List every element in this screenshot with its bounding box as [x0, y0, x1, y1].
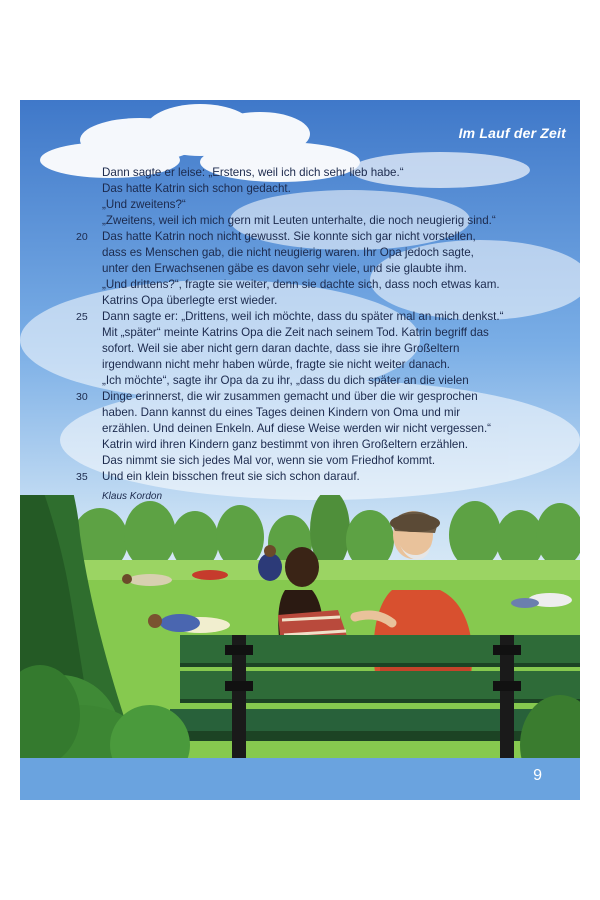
text-line — [102, 245, 572, 261]
text-line — [102, 165, 572, 181]
line-number: 35 — [76, 471, 88, 483]
text-line — [102, 277, 572, 293]
line-text: sofort. Weil sie aber nicht gern daran dachte, dass sie ihre Großeltern — [102, 342, 460, 355]
bottom-band — [20, 758, 580, 800]
line-text: unter den Erwachsenen gäbe es davon sehr viele, und sie glaubte ihm. — [102, 262, 467, 275]
book-page — [20, 100, 580, 800]
line-text: Das nimmt sie sich jedes Mal vor, wenn sie vom Friedhof kommt. — [102, 454, 436, 467]
line-text: „Und drittens?“, fragte sie weiter, denn sie dachte sich, dass noch etwas kam. — [102, 278, 500, 291]
text-line — [102, 213, 572, 229]
park-illustration — [20, 495, 580, 800]
line-number: 30 — [76, 391, 88, 403]
text-line — [102, 437, 572, 453]
text-line — [76, 389, 572, 405]
line-text: Dann sagte er leise: „Erstens, weil ich dich sehr lieb habe.“ — [102, 166, 404, 179]
line-text: „Und zweitens?“ — [102, 198, 186, 211]
line-text: irgendwann nicht mehr haben würde, fragte sie nicht weiter danach. — [102, 358, 451, 371]
text-line — [102, 341, 572, 357]
line-text: Mit „später“ meinte Katrins Opa die Zeit nach seinem Tod. Katrin begriff das — [102, 326, 489, 339]
page-number: 9 — [533, 767, 542, 784]
text-line — [76, 309, 572, 325]
text-line — [102, 325, 572, 341]
text-line — [102, 181, 572, 197]
line-text: „Ich möchte“, sagte ihr Opa da zu ihr, „dass du dich später an die vielen — [102, 374, 469, 387]
text-line — [102, 261, 572, 277]
text-line — [102, 405, 572, 421]
line-text: Katrin wird ihren Kindern ganz bestimmt von ihren Großeltern erzählen. — [102, 438, 469, 451]
text-line — [102, 293, 572, 309]
line-number: 25 — [76, 311, 88, 323]
text-line — [102, 373, 572, 389]
section-title: Im Lauf der Zeit — [458, 125, 566, 141]
line-text: Dann sagte er: „Drittens, weil ich möchte, dass du später mal an mich denkst.“ — [102, 310, 504, 323]
line-text: Dinge erinnerst, die wir zusammen gemacht und über die wir gesprochen — [102, 390, 478, 403]
text-line — [76, 469, 572, 485]
line-text: „Zweitens, weil ich mich gern mit Leuten unterhalte, die noch neugierig sind.“ — [102, 214, 496, 227]
story-text — [76, 165, 572, 485]
line-text: haben. Dann kannst du eines Tages deinen Kindern von Oma und mir — [102, 406, 461, 419]
text-line — [76, 229, 572, 245]
text-line — [102, 421, 572, 437]
text-line — [102, 197, 572, 213]
text-line — [102, 453, 572, 469]
line-number: 20 — [76, 231, 88, 243]
text-line — [102, 357, 572, 373]
author-credit: Klaus Kordon — [102, 491, 163, 502]
line-text: Katrins Opa überlegte erst wieder. — [102, 294, 278, 307]
line-text: dass es Menschen gab, die nicht neugierig waren. Ihr Opa jedoch sagte, — [102, 246, 474, 259]
line-text: erzählen. Und deinen Enkeln. Auf diese Weise werden wir nicht vergessen.“ — [102, 422, 492, 435]
line-text: Das hatte Katrin noch nicht gewusst. Sie konnte sich gar nicht vorstellen, — [102, 230, 476, 243]
line-text: Und ein klein bisschen freut sie sich schon darauf. — [102, 470, 360, 483]
line-text: Das hatte Katrin sich schon gedacht. — [102, 182, 291, 195]
